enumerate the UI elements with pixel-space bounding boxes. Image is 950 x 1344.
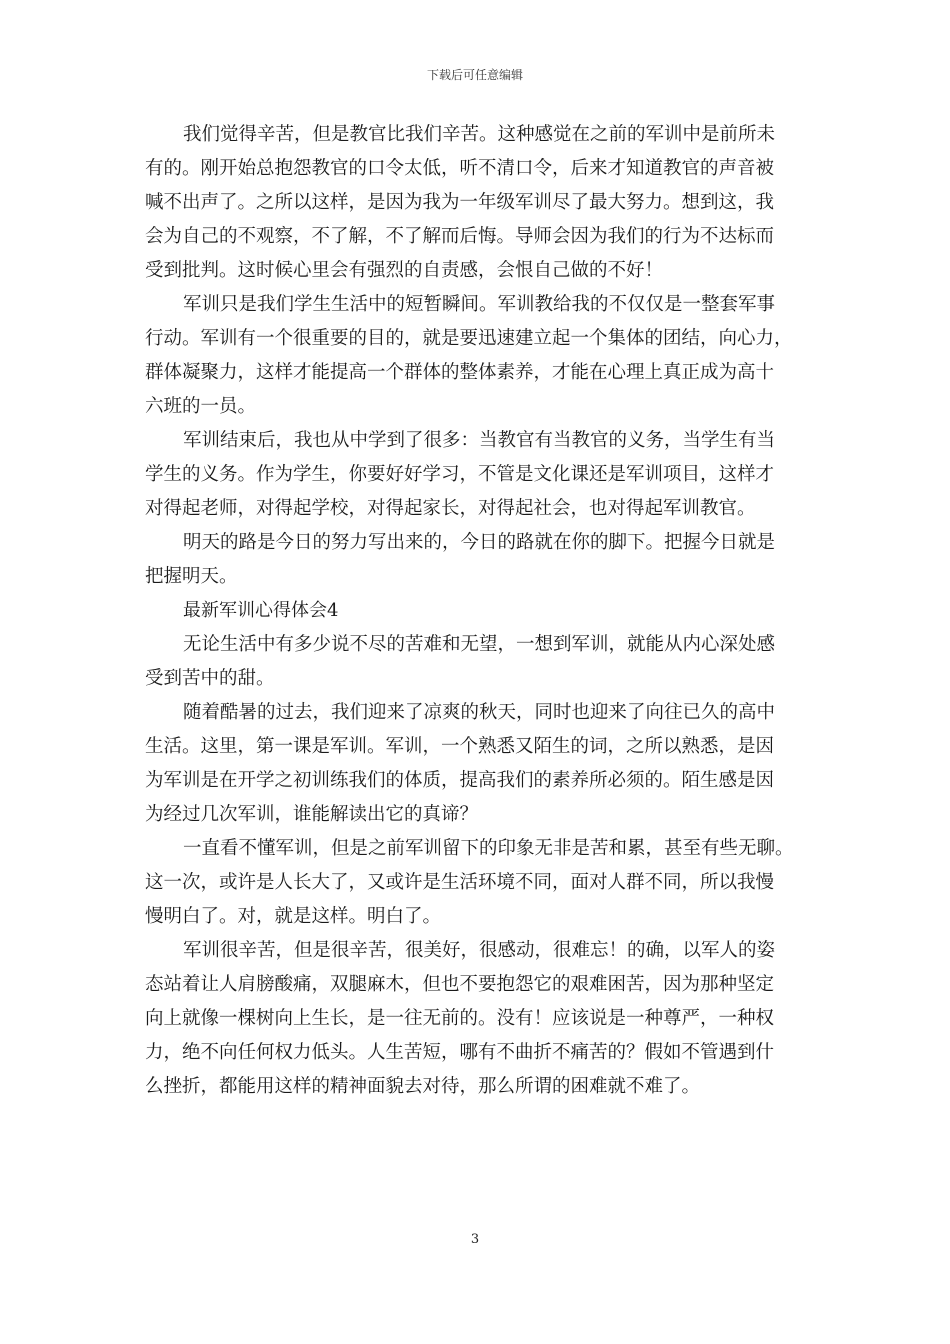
text-line: 军训结束后，我也从中学到了很多：当教官有当教官的义务，当学生有当 [183,430,776,451]
text-line: 喊不出声了。之所以这样，是因为我为一年级军训尽了最大努力。想到这，我 [145,192,775,213]
text-line: 对得起老师，对得起学校，对得起家长，对得起社会，也对得起军训教官。 [145,498,756,519]
text-line: 无论生活中有多少说不尽的苦难和无望，一想到军训，就能从内心深处感 [183,634,776,655]
text-line: 六班的一员。 [145,396,257,417]
text-line: 把握明天。 [145,566,238,587]
text-line: 军训很辛苦，但是很辛苦，很美好，很感动，很难忘！的确，以军人的姿 [183,940,776,961]
section-heading: 最新军训心得体会4 [183,600,339,621]
text-line: 一直看不懂军训，但是之前军训留下的印象无非是苦和累，甚至有些无聊。 [183,838,794,859]
page-header: 下载后可任意编辑 [426,68,523,82]
text-line: 明天的路是今日的努力写出来的，今日的路就在你的脚下。把握今日就是 [183,532,776,553]
text-line: 受到苦中的甜。 [145,668,275,689]
text-line: 随着酷暑的过去，我们迎来了凉爽的秋天，同时也迎来了向往已久的高中 [183,702,776,723]
text-line: 行动。军训有一个很重要的目的，就是要迅速建立起一个集体的团结，向心力， [145,328,793,349]
text-line: 我们觉得辛苦，但是教官比我们辛苦。这种感觉在之前的军训中是前所未 [183,124,776,145]
page-number: 3 [470,1232,480,1247]
text-line: 为经过几次军训，谁能解读出它的真谛？ [145,804,479,825]
text-line: 生活。这里，第一课是军训。军训，一个熟悉又陌生的词，之所以熟悉，是因 [145,736,775,757]
text-line: 为军训是在开学之初训练我们的体质，提高我们的素养所必须的。陌生感是因 [145,770,775,791]
text-line: 军训只是我们学生生活中的短暂瞬间。军训教给我的不仅仅是一整套军事 [183,294,776,315]
text-line: 受到批判。这时候心里会有强烈的自责感，会恨自己做的不好！ [145,260,664,281]
text-line: 这一次，或许是人长大了，又或许是生活环境不同，面对人群不同，所以我慢 [145,872,775,893]
text-line: 有的。刚开始总抱怨教官的口令太低，听不清口令，后来才知道教官的声音被 [145,158,775,179]
text-line: 态站着让人肩膀酸痛，双腿麻木，但也不要抱怨它的艰难困苦，因为那种坚定 [145,974,775,995]
text-line: 慢明白了。对，就是这样。明白了。 [145,906,442,927]
text-line: 学生的义务。作为学生，你要好好学习，不管是文化课还是军训项目，这样才 [145,464,775,485]
text-line: 向上就像一棵树向上生长，是一往无前的。没有！应该说是一种尊严，一种权 [145,1008,775,1029]
text-line: 会为自己的不观察，不了解，不了解而后悔。导师会因为我们的行为不达标而 [145,226,775,247]
text-line: 群体凝聚力，这样才能提高一个群体的整体素养，才能在心理上真正成为高十 [145,362,775,383]
text-line: 力，绝不向任何权力低头。人生苦短，哪有不曲折不痛苦的？假如不管遇到什 [145,1042,775,1063]
document-body [145,118,809,1104]
text-line: 么挫折，都能用这样的精神面貌去对待，那么所谓的困难就不难了。 [145,1076,701,1097]
